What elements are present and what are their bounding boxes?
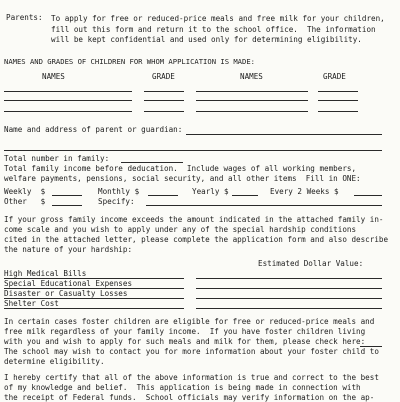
hardship-value-field[interactable]	[196, 278, 382, 279]
hardship-item-label: Special Educational Expenses	[4, 279, 133, 288]
foster-line: In certain cases foster children are eligible for free or reduced-price meals and	[4, 317, 375, 326]
income-instruction-line: welfare payments, pensions, social security, and all other items Fill in ONE:	[4, 174, 361, 183]
child-grade-field[interactable]	[144, 111, 184, 112]
every-2-weeks-field[interactable]	[354, 195, 382, 196]
specify-label: Specify:	[98, 197, 135, 206]
parents-label: Parents:	[6, 13, 43, 22]
income-instruction-line: Total family income before deducation. Include wages of all working members,	[4, 164, 357, 173]
certify-line: of my knowledge and belief. This application is being made in connection with	[4, 383, 361, 392]
hardship-item-label: High Medical Bills	[4, 269, 87, 278]
family-count-label: Total number in family:	[4, 154, 110, 163]
estimated-dollar-label: Estimated Dollar Value:	[258, 259, 364, 268]
hardship-value-field[interactable]	[196, 288, 382, 289]
intro-line: fill out this form and return it to the school office. The information	[51, 24, 376, 34]
hardship-instruction-line: come scale and you wish to apply under any of the special hardship conditions	[4, 225, 357, 234]
monthly-label: Monthly $	[98, 187, 140, 196]
column-header-grade: GRADE	[323, 72, 346, 81]
hardship-item-field[interactable]	[4, 308, 184, 309]
column-header-names: NAMES	[42, 72, 65, 81]
child-name-field[interactable]	[4, 91, 132, 92]
weekly-label: Weekly $	[4, 187, 46, 196]
hardship-instruction-line: the nature of your hardship:	[4, 245, 133, 254]
parent-address-field[interactable]	[186, 134, 382, 135]
certify-line: the receipt of Federal funds. School officials may verify information on the ap-	[4, 393, 375, 402]
other-label: Other $	[4, 197, 46, 206]
child-grade-field[interactable]	[144, 100, 184, 101]
child-name-field[interactable]	[196, 111, 308, 112]
column-header-grade: GRADE	[152, 72, 175, 81]
foster-line: with you and wish to apply for such meals and milk for them, please check here:	[4, 337, 366, 346]
other-field[interactable]	[52, 205, 82, 206]
child-grade-field[interactable]	[318, 111, 358, 112]
intro-paragraph	[51, 14, 385, 46]
foster-line: determine eligibility.	[4, 357, 105, 366]
every-2-weeks-label: Every 2 Weeks $	[270, 187, 339, 196]
child-grade-field[interactable]	[318, 91, 358, 92]
hardship-instruction-line: cited in the attached letter, please complete the application form and also describe	[4, 235, 389, 244]
specify-field[interactable]	[146, 205, 382, 206]
parent-address-label: Name and address of parent or guardian:	[4, 125, 183, 134]
child-grade-field[interactable]	[144, 91, 184, 92]
family-count-field[interactable]	[121, 162, 183, 163]
child-grade-field[interactable]	[318, 100, 358, 101]
monthly-field[interactable]	[148, 195, 178, 196]
hardship-item-label: Shelter Cost	[4, 299, 59, 308]
child-name-field[interactable]	[4, 111, 132, 112]
column-header-names: NAMES	[240, 72, 263, 81]
intro-line: To apply for free or reduced-price meals and free milk for your children,	[51, 14, 385, 23]
hardship-value-field[interactable]	[196, 298, 382, 299]
yearly-label: Yearly $	[192, 187, 229, 196]
intro-line: will be kept confidential and used only for determining eligibility.	[51, 35, 362, 44]
child-name-field[interactable]	[4, 100, 132, 101]
yearly-field[interactable]	[232, 195, 258, 196]
hardship-instruction-line: If your gross family income exceeds the amount indicated in the attached family in-	[4, 215, 384, 224]
weekly-field[interactable]	[52, 195, 82, 196]
foster-line: free milk regardless of your family income. If you have foster children living	[4, 327, 366, 336]
parent-address-field-2[interactable]	[4, 150, 382, 151]
certify-line: I hereby certify that all of the above information is true and correct to the best	[4, 373, 379, 382]
hardship-value-field[interactable]	[196, 308, 382, 309]
children-section-title: NAMES AND GRADES OF CHILDREN FOR WHOM APPLICATION IS MADE:	[4, 57, 255, 66]
child-name-field[interactable]	[196, 100, 308, 101]
child-name-field[interactable]	[196, 91, 308, 92]
hardship-item-label: Disaster or Casualty Losses	[4, 289, 128, 298]
foster-line: The school may wish to contact you for more information about your foster child to	[4, 347, 379, 356]
